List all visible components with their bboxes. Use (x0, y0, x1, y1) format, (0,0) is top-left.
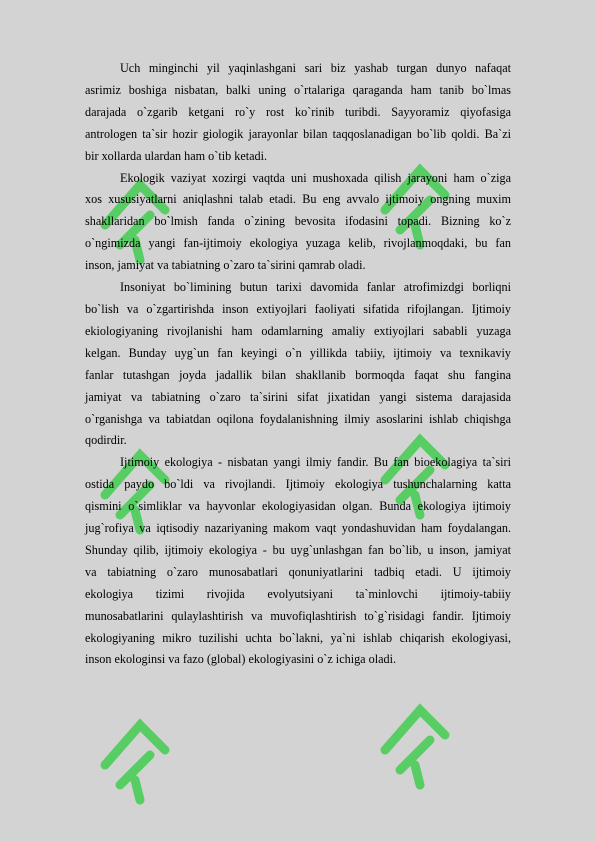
text-line: ostida paydo bo`ldi va rivojlandi. Ijtimoiy ekologiya tushunchalarning katta (85, 477, 511, 492)
text-line: munosabatlarini qulaylashtirish va muvofiqlashtirish to`g`risidagi fandir. Ijtimoiy (85, 608, 511, 623)
text-line: fanlar tutashgan joyda jadallik bilan shakllanib bormoqda faqat shu fangina (85, 367, 511, 382)
text-line: ekologiya tizimi rivojida evolyutsiyani ta`minlovchi ijtimoiy-tabiiy (85, 586, 511, 601)
text-line: darajada o`zgarib ketgani ro`y rost ko`rinib turibdi. Sayyoramiz qiyofasiga (85, 104, 511, 119)
text-line: Ekologik vaziyat xozirgi vaqtda uni mushoxada qilish jarayoni ham o`ziga (120, 170, 511, 185)
text-line: asrimiz boshiga nisbatan, balki uning o`rtalariga qaraganda ham tanib bo`lmas (85, 82, 511, 97)
text-line: Insoniyat bo`limining butun tarixi davomida fanlar atrofimizdgi borliqni (120, 280, 511, 295)
text-line: va tabiatning o`zaro munosabatlari qonuniyatlarini tadbiq etadi. U ijtimoiy (85, 564, 511, 579)
watermark-logo-icon (370, 680, 460, 790)
text-line: jamiyat va tabiatning o`zaro ta`sirini sifat jixatidan yangi sistema darajasida (85, 389, 511, 404)
text-line: Uch minginchi yil yaqinlashgani sari biz yashab turgan dunyo nafaqat (120, 61, 511, 75)
paragraph (85, 277, 511, 452)
text-line: qodirdir. (85, 433, 127, 448)
text-line: o`rganishga va tabiatdan oqilona foydalanishning ilmiy asoslarini ishlab chiqishga (85, 411, 511, 426)
text-line: inson, jamiyat va tabiatning o`zaro ta`sirini qamrab oladi. (85, 258, 366, 273)
text-line: antrologen ta`sir hozir giologik jarayonlar bilan taqqoslanadigan bo`lib qoldi. Ba`zi (85, 126, 511, 141)
text-line: o`ngimizda yangi fan-ijtimoiy ekologiya yuzaga kelib, rivojlanmoqdaki, bu fan (85, 236, 511, 251)
text-line: inson ekologinsi va fazo (global) ekologiyasini o`z ichiga oladi. (85, 652, 397, 667)
paragraph (85, 168, 511, 278)
text-line: ekologiyaning mikro tuzilishi uchta bo`lakni, ya`ni ishlab chiqarish ekologiyasi, (85, 630, 511, 645)
paragraph (85, 452, 511, 671)
document-body (85, 58, 511, 671)
text-line: ekiologiyaning rivojlanishi ham odamlarning amaliy extiyojlari sababli yuzaga (85, 323, 511, 338)
text-line: xos xususiyatlarni aniqlashni talab etadi. Bu eng avvalo ijtimoiy ongning muxim (85, 192, 511, 207)
text-line: Ijtimoiy ekologiya - nisbatan yangi ilmiy fandir. Bu fan bioekolagiya ta`siri (120, 455, 511, 470)
text-line: kelgan. Bunday uyg`un fan keyingi o`n yillikda tabiiy, ijtimoiy va texnikaviy (85, 345, 511, 360)
text-line: shakllaridan bo`lmish fanda o`zining bevosita ifodasini topadi. Bizning ko`z (85, 214, 511, 229)
text-line: bir xollarda ulardan ham o`tib ketadi. (85, 148, 268, 163)
watermark-logo-icon (90, 695, 180, 805)
text-line: jug`rofiya va iqtisodiy nazariyaning makom vaqt yondashuvidan ham foydalangan. (85, 521, 511, 536)
text-line: qismini o`simliklar va hayvonlar ekologiyasidan olgan. Bunda ekologiya ijtimoiy (85, 499, 511, 514)
text-line: bo`lish va o`zgartirishda inson extiyojlari faoliyati sifatida rifojlangan. Ijtimoiy (85, 301, 511, 316)
paragraph (85, 58, 511, 168)
text-line: Shunday qilib, ijtimoiy ekologiya - bu uyg`unlashgan fan bo`lib, u inson, jamiyat (85, 542, 511, 557)
